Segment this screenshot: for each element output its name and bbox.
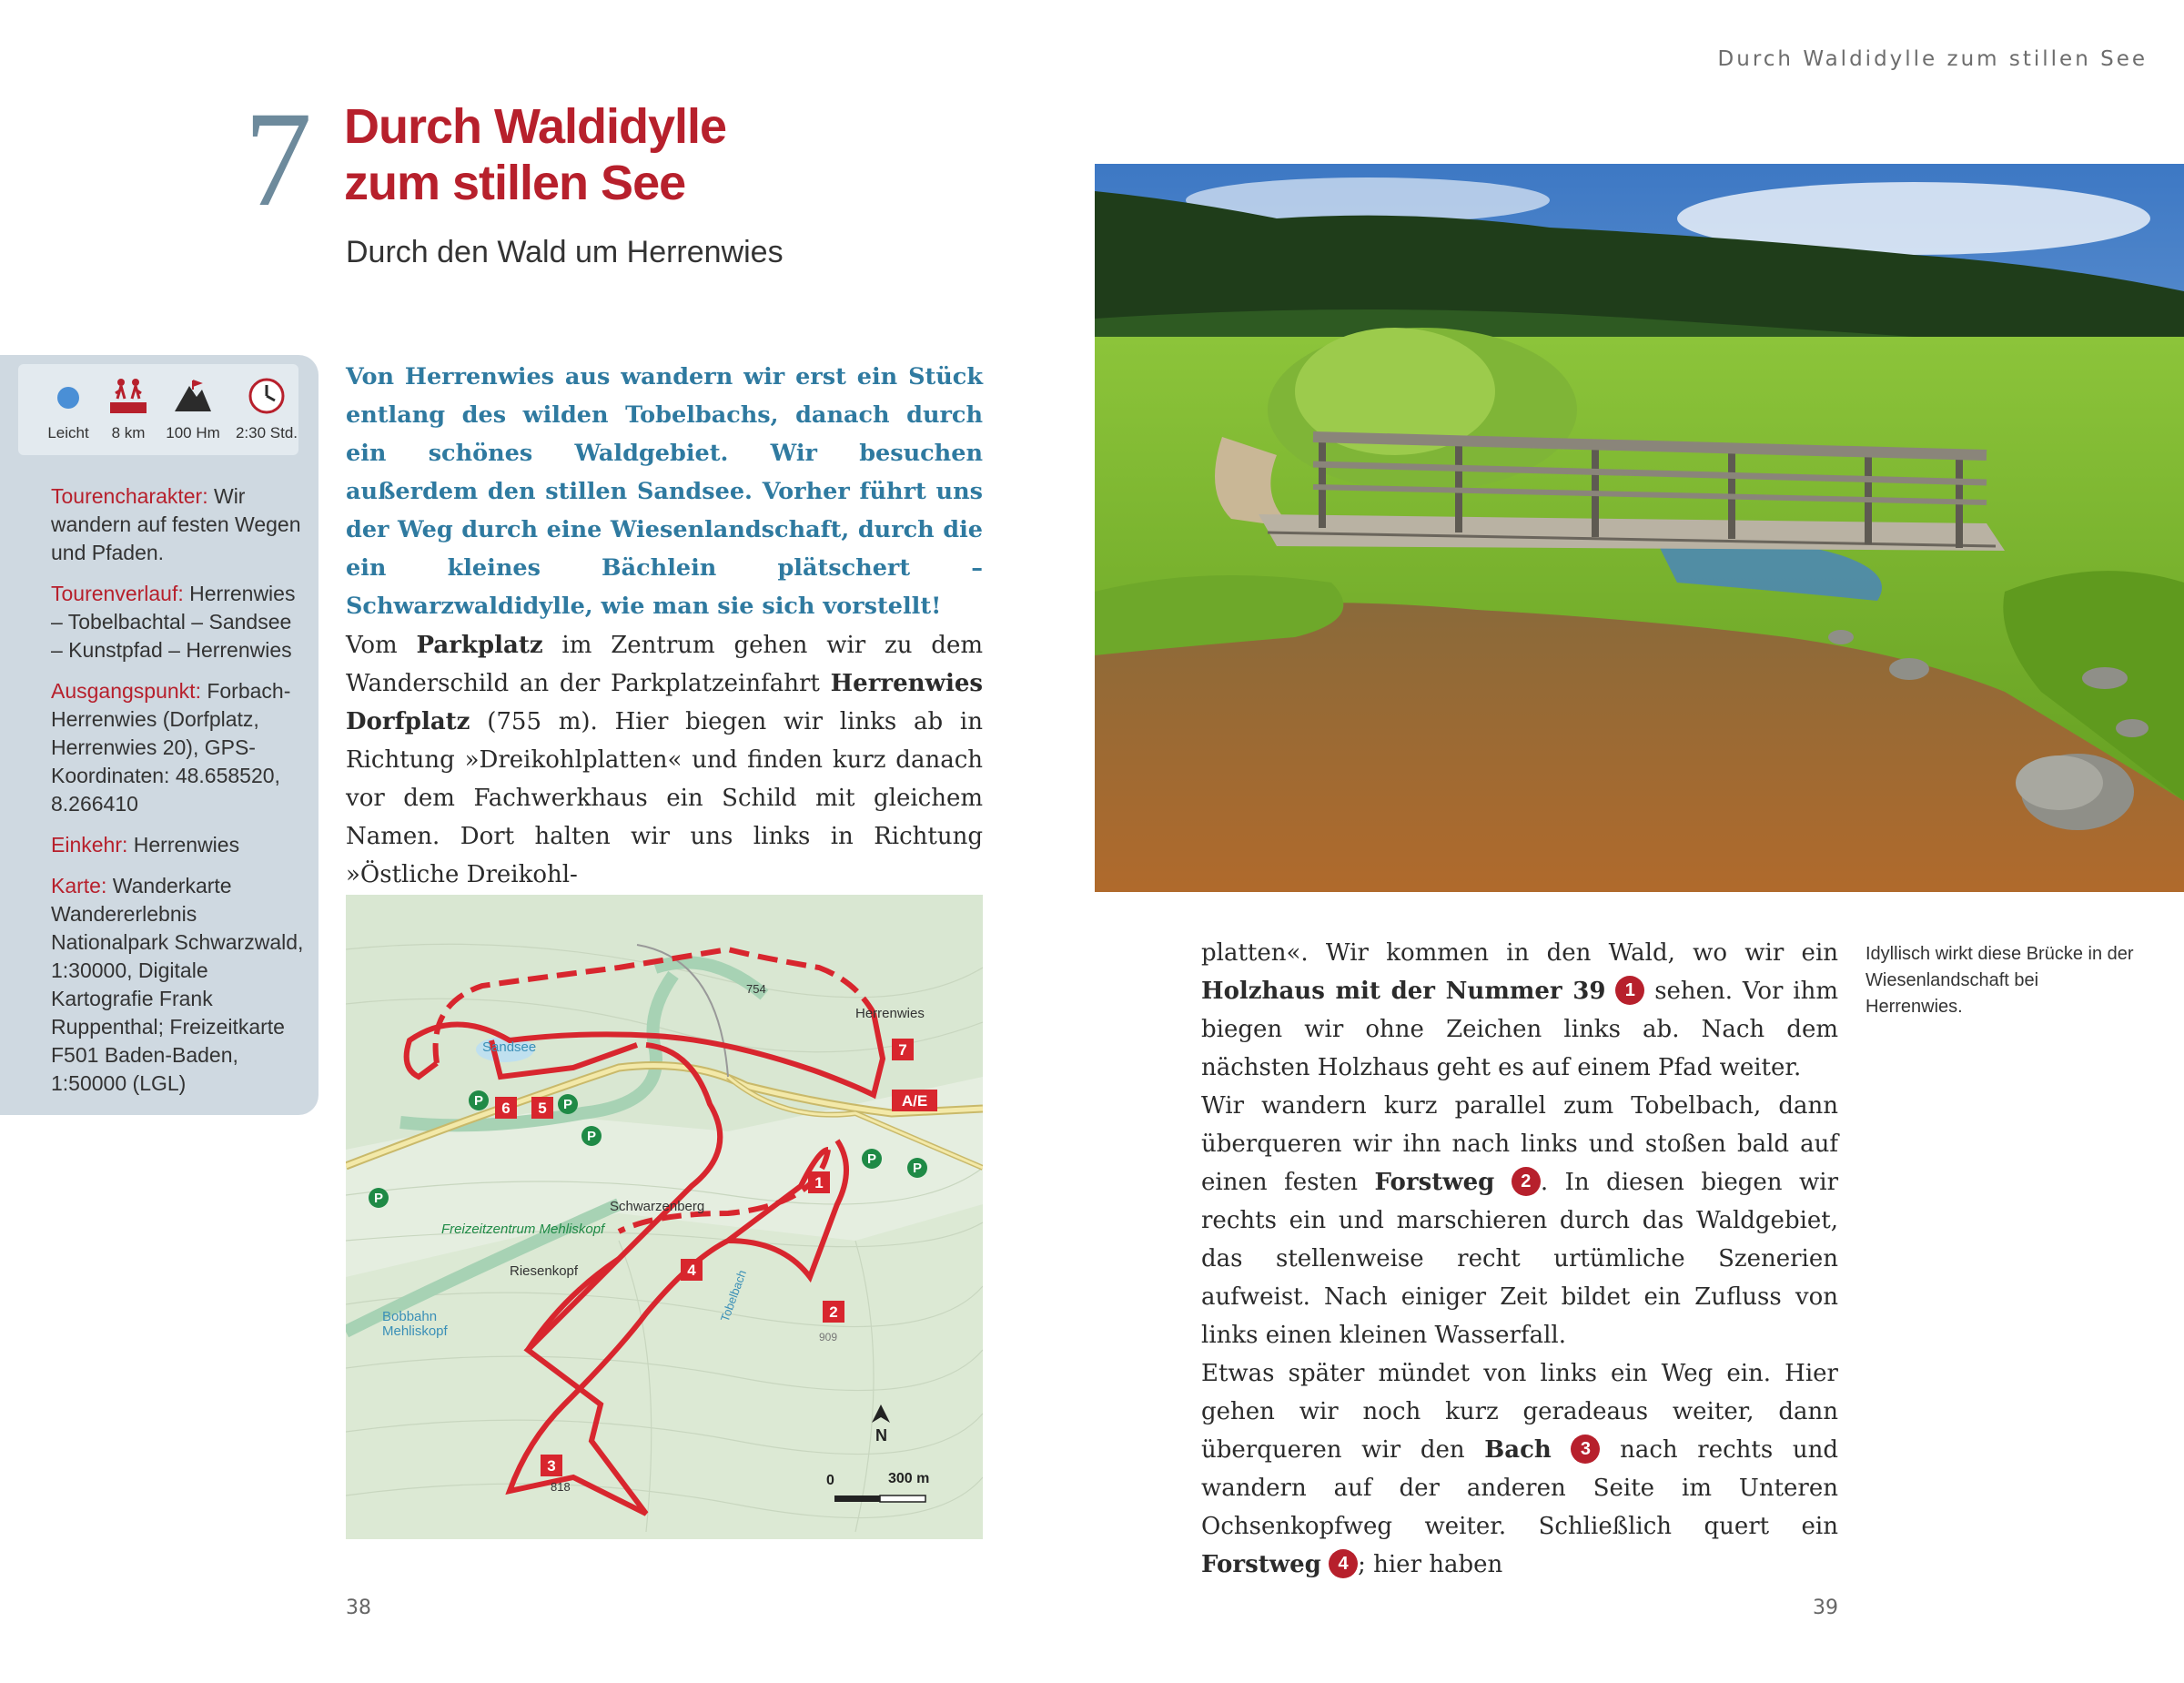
map-parking-6: P: [373, 1191, 384, 1206]
page-number-right: 39: [1813, 1597, 1838, 1619]
chapter-title-line2: zum stillen See: [344, 156, 686, 210]
tour-facts: [51, 482, 308, 1110]
map-scale-zero: 0: [826, 1473, 834, 1488]
map-label-elev818: 818: [551, 1480, 571, 1494]
map-waypoint-4: 4: [687, 1262, 696, 1279]
chapter-number: 7: [244, 84, 312, 235]
map-north-label: N: [875, 1426, 887, 1445]
body-text-left: Vom Parkplatz im Zentrum gehen wir zu dem Wanderschild an der Parkplatzeinfahrt Herrenwies Dorfplatz (755 m). Hier biegen wir links ab in Richtung »Dreikohlplatten« und finden kurz danach vor dem Fachwerkhaus ein Schild mit gleichem Namen. Dort halten wir uns links in Richtung »Östliche Dreikohl-: [346, 632, 983, 888]
hikers-icon: [108, 377, 148, 413]
map-label-riesenkopf: Riesenkopf: [510, 1263, 579, 1279]
fact-route: Tourenverlauf: Herrenwies – Tobelbachtal – Sandsee – Kunstpfad – Herrenwies: [51, 582, 296, 662]
map-label-schwarzenberg: Schwarzenberg: [610, 1199, 705, 1214]
chapter-title: [344, 98, 817, 211]
elevation-label: 100 Hm: [166, 424, 220, 441]
map-parking-1: P: [473, 1093, 484, 1109]
difficulty-dot-icon: [56, 386, 80, 422]
fact-map: Karte: Wanderkarte Wandererlebnis Nationalpark Schwarzwald, 1:30000, Digitale Kartografie Frank Ruppenthal; Freizeitkarte F501 Baden-Baden, 1:50000 (LGL): [51, 874, 304, 1095]
map-start-end: A/E: [901, 1092, 928, 1110]
map-label-freizeitzentrum: Freizeitzentrum Mehliskopf: [441, 1222, 605, 1237]
map-parking-2: P: [562, 1097, 573, 1112]
fact-start: Ausgangspunkt: Forbach-Herrenwies (Dorfplatz, Herrenwies 20), GPS-Koordinaten: 48.658520, 8.266410: [51, 679, 291, 816]
fact-character: Tourencharakter: Wir wandern auf festen Wegen und Pfaden.: [51, 484, 301, 564]
map-parking-4: P: [866, 1151, 877, 1167]
body-text-right: platten«. Wir kommen in den Wald, wo wir ein Holzhaus mit der Nummer 39 1 sehen. Vor ihm biegen wir ohne Zeichen links ab. Nach dem nächsten Holzhaus geht es auf einem Pfad weiter. Wir wandern kurz parallel zum Tobelbach, dann überqueren wir ihn nach links und stoßen bald auf einen festen Forstweg 2 . In diesen biegen wir rechts ein und marschieren durch das Waldgebiet, das stellenweise recht urtümliche Szenerien aufweist. Nach einiger Zeit bildet ein Zufluss von links einen kleinen Wasserfall. Etwas später mündet von links ein Weg ein. Hier gehen wir noch kurz geradeaus weiter, dann überqueren wir den Bach 3 nach rechts und wandern auf der anderen Seite im Unteren Ochsenkopfweg weiter. Schließlich quert ein Forstweg 4 ; hier haben: [1201, 939, 1839, 1578]
map-scale-bar-dark: [834, 1495, 880, 1502]
mountain-icon: [173, 377, 213, 413]
distance-label: 8 km: [111, 424, 146, 441]
intro-paragraph: Von Herrenwies aus wandern wir erst ein Stück entlang des wilden Tobelbachs, danach durch ein schönes Waldgebiet. Wir besuchen außerdem den stillen Sandsee. Vorher führt uns der Weg durch eine Wiesenlandschaft, durch die ein kleines Bächlein plätschert – Schwarzwaldidylle, wie man sie sich vorstellt!: [346, 363, 983, 620]
difficulty-label: Leicht: [47, 424, 89, 441]
step-marker-1: 1: [1615, 976, 1644, 1005]
map-label-bobbahn: Bobbahn: [382, 1309, 438, 1324]
running-head: Durch Waldidylle zum stillen See: [1717, 47, 2148, 71]
map-parking-5: P: [912, 1161, 923, 1176]
step-marker-3: 3: [1571, 1435, 1600, 1464]
map-label-herrenwies: Herrenwies: [855, 1006, 925, 1021]
clock-icon: [248, 377, 286, 413]
map-parking-3: P: [586, 1129, 597, 1144]
map-waypoint-5: 5: [538, 1100, 547, 1117]
map-label-elev909: 909: [819, 1331, 838, 1343]
duration-label: 2:30 Std.: [235, 424, 298, 441]
map-scale-bar-light: [880, 1495, 925, 1502]
map-label-mehliskopf: Mehliskopf: [382, 1323, 448, 1339]
map-label-road: 754: [746, 982, 766, 996]
map-waypoint-3: 3: [547, 1457, 556, 1475]
tour-stats-box: [18, 364, 298, 455]
map-label-tobelbach: Tobelbach: [717, 1268, 750, 1324]
step-marker-4: 4: [1329, 1549, 1358, 1578]
map-waypoint-1: 1: [814, 1174, 824, 1191]
map-waypoint-6: 6: [501, 1100, 511, 1117]
step-marker-2: 2: [1512, 1167, 1541, 1196]
route-map: [346, 895, 983, 1539]
bridge-photo: [1095, 164, 2184, 892]
map-scale-300: 300 m: [888, 1471, 930, 1486]
chapter-title-line1: Durch Waldidylle: [344, 99, 727, 154]
map-label-sandsee: Sandsee: [482, 1039, 537, 1055]
map-waypoint-7: 7: [898, 1041, 907, 1059]
fact-refreshment: Einkehr: Herrenwies: [51, 833, 240, 857]
map-waypoint-2: 2: [829, 1303, 838, 1321]
chapter-subtitle: Durch den Wald um Herrenwies: [346, 235, 784, 269]
photo-caption: Idyllisch wirkt diese Brücke in der Wiesenlandschaft bei Herrenwies.: [1866, 944, 2134, 1017]
page-number-left: 38: [346, 1597, 371, 1619]
